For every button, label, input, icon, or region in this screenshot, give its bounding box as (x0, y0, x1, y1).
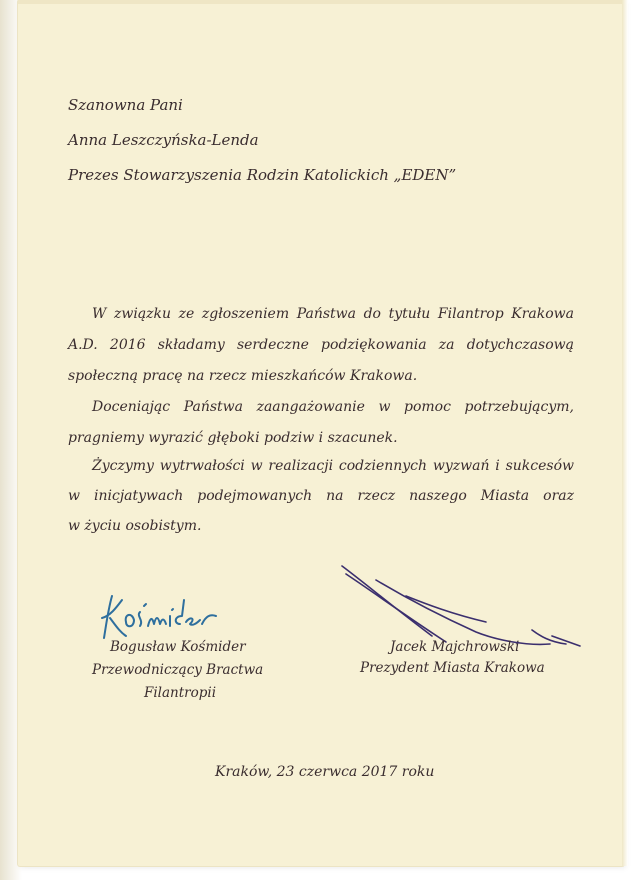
paragraph-1-line-3: społeczną pracę na rzecz mieszkańców Krakowa. (68, 368, 418, 384)
place-date: Kraków, 23 czerwca 2017 roku (215, 764, 435, 780)
paragraph-3-line-1: Życzymy wytrwałości w realizacji codziennych wyzwań i sukcesów (92, 458, 574, 474)
signatory-right-name: Jacek Majchrowski (390, 639, 520, 655)
paragraph-3-line-2: w inicjatywach podejmowanych na rzecz naszego Miasta oraz (68, 488, 574, 504)
paragraph-3-line-3: w życiu osobistym. (68, 518, 202, 534)
paper-top-edge (18, 0, 624, 4)
paragraph-2-line-1: Doceniając Państwa zaangażowanie w pomoc potrzebującym, (92, 399, 574, 415)
paragraph-1-line-1: W związku ze zgłoszeniem Państwa do tytułu Filantrop Krakowa (92, 306, 574, 322)
paragraph-2-line-2: pragniemy wyrazić głęboki podziw i szacunek. (68, 430, 398, 446)
signatory-right-title: Prezydent Miasta Krakowa (360, 660, 545, 676)
recipient-title: Prezes Stowarzyszenia Rodzin Katolickich „EDEN” (68, 166, 457, 184)
signatory-left-title-line-1: Przewodniczący Bractwa (92, 662, 264, 678)
salutation: Szanowna Pani (68, 96, 183, 114)
paper-right-edge (622, 0, 628, 866)
paragraph-1-line-2: A.D. 2016 składamy serdeczne podziękowania za dotychczasową (68, 337, 574, 353)
signatory-left-title-line-2: Filantropii (144, 685, 217, 701)
recipient-name: Anna Leszczyńska-Lenda (68, 131, 259, 149)
signature-left (96, 588, 246, 644)
signatory-left-name: Bogusław Kośmider (110, 639, 246, 655)
